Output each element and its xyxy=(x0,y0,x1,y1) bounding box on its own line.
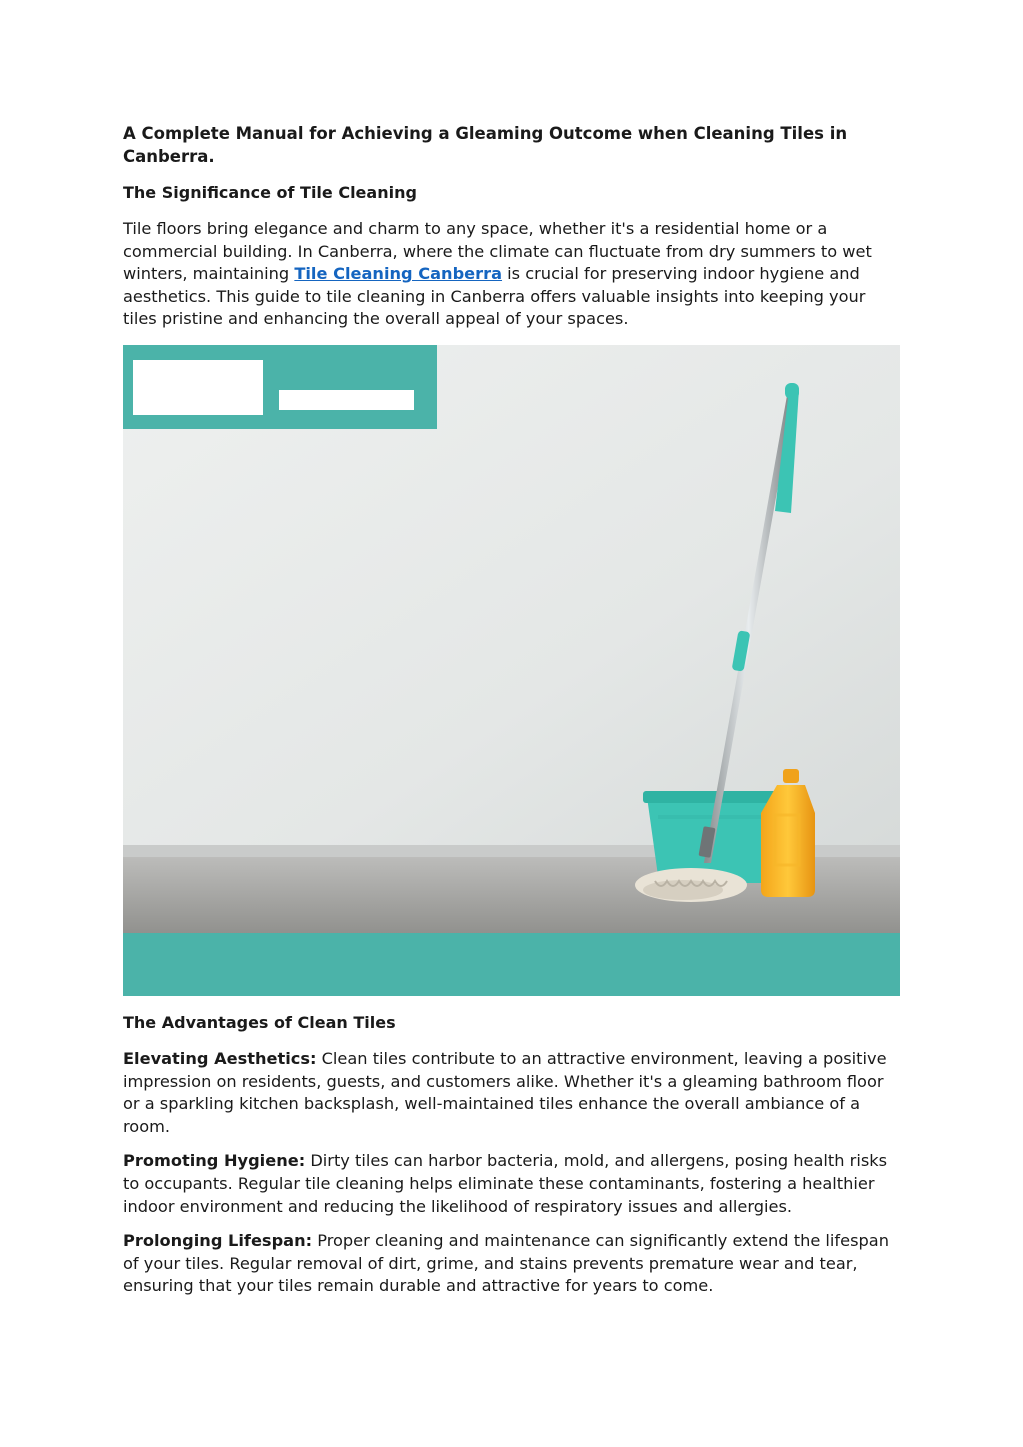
tile-cleaning-banner-image xyxy=(123,345,900,996)
intro-paragraph xyxy=(123,218,903,331)
document-page xyxy=(123,122,903,343)
document-title: A Complete Manual for Achieving a Gleaming Outcome when Cleaning Tiles in Canberra. xyxy=(123,124,848,166)
bcs-logo xyxy=(123,345,437,429)
advantage-item xyxy=(123,1150,903,1218)
advantage-lead: Promoting Hygiene: xyxy=(123,1151,306,1171)
advantage-text: Dirty tiles can harbor bacteria, mold, and allergens, posing health risks to occupants. Regular tile cleaning helps eliminate these contaminants, fostering a healthier indoor environment and reducing the likelihood of respiratory issues and allergies. xyxy=(123,1151,888,1216)
intro-text-after-link: is crucial for preserving indoor hygiene and aesthetics. This guide to tile cleaning in Canberra offers valuable insights into keeping your tiles pristine and enhancing the overall appeal of your spaces. xyxy=(123,264,866,329)
section-heading-advantages: The Advantages of Clean Tiles xyxy=(123,1013,396,1032)
advantage-lead: Prolonging Lifespan: xyxy=(123,1231,313,1251)
bcs-logo-box xyxy=(133,360,263,415)
tile-cleaning-canberra-link[interactable]: Tile Cleaning Canberra xyxy=(294,264,503,284)
section-heading-significance: The Significance of Tile Cleaning xyxy=(123,183,417,202)
advantage-item xyxy=(123,1230,903,1298)
advantages-section xyxy=(123,1012,903,1310)
call-bar xyxy=(123,933,900,996)
intro-text-before-link: Tile floors bring elegance and charm to any space, whether it's a residential home or a commercial building. In Canberra, where the climate can fluctuate from dry summers to wet winters, maintaining xyxy=(123,219,872,284)
advantage-lead: Elevating Aesthetics: xyxy=(123,1049,317,1068)
advantage-item xyxy=(123,1048,903,1138)
advantage-text: Clean tiles contribute to an attractive environment, leaving a positive impression on residents, guests, and customers alike. Whether it's a gleaming bathroom floor or a sparkling kitchen backsplash, well-maintained tiles enhance the overall ambiance of a room. xyxy=(123,1049,887,1136)
advantage-text: Proper cleaning and maintenance can significantly extend the lifespan of your tiles. Regular removal of dirt, grime, and stains prevents premature wear and tear, ensuring that your tiles remain durable and attractive for years to come. xyxy=(123,1231,889,1296)
